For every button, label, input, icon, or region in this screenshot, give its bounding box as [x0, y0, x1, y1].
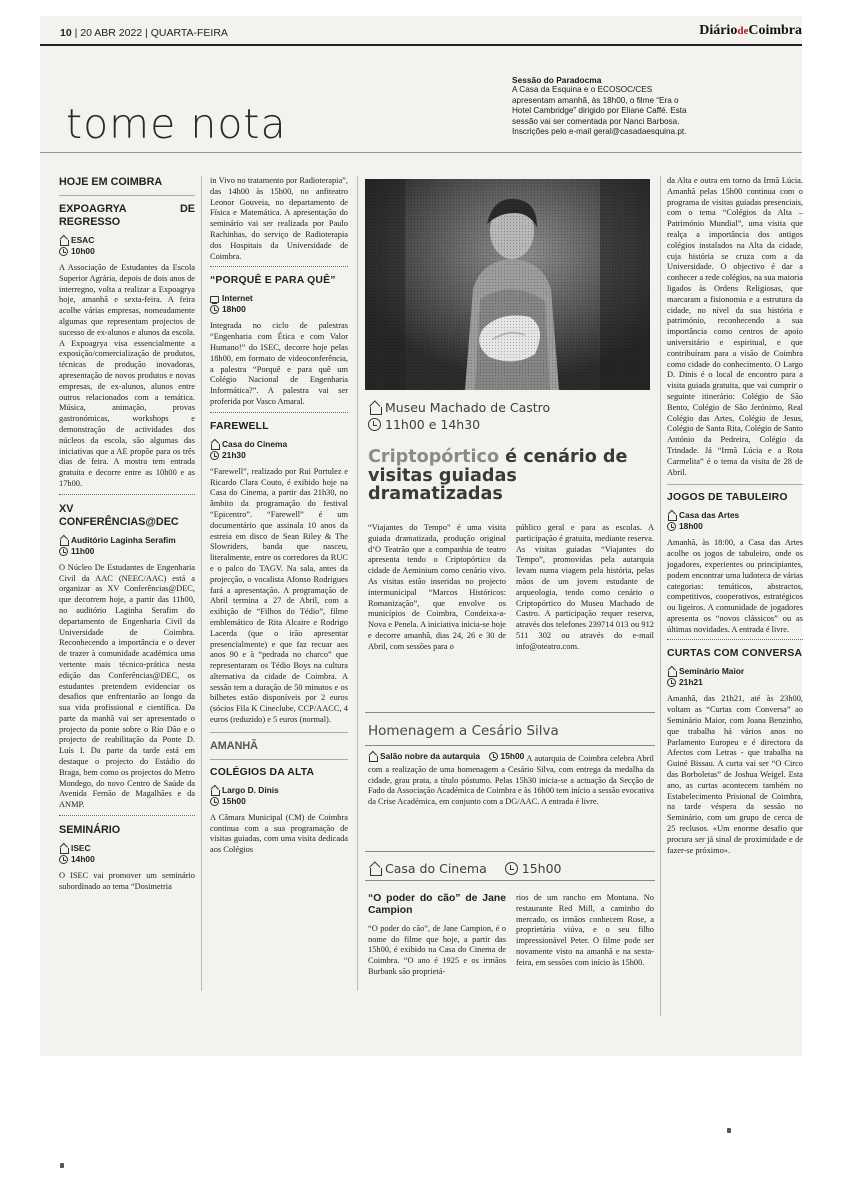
event-place: ISEC	[59, 843, 195, 854]
feature-photo	[365, 179, 650, 390]
clock-icon	[59, 855, 68, 864]
feature-place: Museu Machado de Castro	[368, 399, 550, 416]
running-header: 10 | 20 ABR 2022 | QUARTA-FEIRA	[60, 27, 228, 39]
event-place: Seminário Maior	[667, 666, 803, 677]
house-icon	[368, 752, 377, 761]
section-kicker-amanha: AMANHÃ	[210, 739, 258, 752]
column-5	[667, 176, 803, 856]
event-place: Internet	[210, 293, 348, 304]
house-icon	[667, 667, 676, 676]
clock-icon	[368, 418, 381, 431]
feature-body-left: “Viajantes do Tempo” é uma visita guiada dramatizada, produção original d’O Teatrão que a companhia de teatro apresenta tendo o Criptopórtico da cidade de Aeminium como cenário vivo. As visitas estão inseridas no projecto intermunicipal “Marcos Históricos: Romanização”, que envolve os municípios de Coimbra, Condeixa-a-Nova e Penela. A iniciativa inicia-se hoje e decorre amanhã, dias 24, 26 e 30 de Abril, com sessões para o	[368, 523, 506, 651]
section-kicker: HOJE EM COIMBRA	[59, 176, 163, 188]
house-icon	[210, 440, 219, 449]
column-1	[59, 176, 195, 893]
event-body: da Alta e outra em torno da Irmã Lúcia. Amanhã pelas 15h00 continua com o programa de visitas guiadas presenciais, com o tema “Colégios da Alta – Património Mundial”, uma visita que realça a importância dos antigos colégios instalados na Alta da cidade, cuja história se cruza com a da Universidade. O objectivo é dar a conhecer a rede colégios, na sua maioria ligados às Ordens Religiosas, que marcaram a fisionomia e a estrutura da cidade, no nível da sua história e património, reconhecendo a sua importância como centros de apoio universitário e espiritual, e que contribuíram para a visão de Coimbra como cidade do conhecimento. O Largo D. Dinis é o local de encontro para a visita guiada gratuita, que vai cumprir o seguinte itinerário: Colégio de São Bento, Colégio de São Jerónimo, Real Colégio das Artes, Colégio de Jesus, Colégio de Santa Rita, Colégio de Santo António da Pedreira, Colégio da Trindade. Já “Irmã Lúcia e a Rota Carmelita” é o tema da visita de 28 de Abril.	[667, 176, 803, 477]
rule	[365, 880, 655, 881]
event-body: “Farewell”, realizado por Rui Portulez e Ricardo Clara Couto, é exibido hoje na Casa do Cinema, a partir das 21h30, no âmbito da programação do festival “Epicentro”. “Farewell” é um documentário que assinala 10 anos da estreia em disco de Sean Riley & The Slowriders, banda que nasceu, literalmente, entre os corredores da RUC e o palco do TAGV. Na sala, antes da projecção, o vocalista Afonso Rodrigues fará a apresentação. A programação de Abril termina a 27 de Abril, com a exibição de “Filhos do Tédio”, filme emblemático de Rita Alcaire e Rodrigo Lacerda (que o irão apresentar presencialmente) e que faz recuar aos anos 90 e à “pedrada no charco” que representaram os Tédio Boys na cultura alternativa da cidade de Coimbra. A sessão tem a duração de 50 minutos e os bilhetes estão disponíveis por 2 euros (sócios Fila K Cineclube, CCP/AACC, 4 euros (reduzido) e 5 euros (normal).	[210, 466, 348, 725]
event-place: Casa das Artes	[667, 510, 803, 521]
clock-icon	[59, 547, 68, 556]
clock-icon	[210, 305, 219, 314]
event-time: 15h00	[210, 796, 348, 807]
rule	[365, 851, 655, 852]
clock-icon	[59, 247, 68, 256]
clock-icon	[505, 862, 518, 875]
event-place: Auditório Laginha Serafim	[59, 535, 195, 546]
house-icon	[210, 786, 219, 795]
clock-icon	[667, 522, 676, 531]
house-icon	[368, 401, 381, 414]
column-divider	[660, 176, 661, 1016]
house-icon	[59, 844, 68, 853]
rule	[365, 712, 655, 713]
cinema-body-right: rios de um rancho em Montana. No restaurante Red Mill, a caminho do mercado, os irmãos conhecem Rose, a proprietária viúva, e o seu filho impressionável Peter. O filme pode ser novamente visto na amanhã e na sexta-feira, em sessões com início às 15h00.	[516, 893, 654, 967]
event-title-seminario: SEMINÁRIO	[59, 824, 121, 837]
house-icon	[667, 511, 676, 520]
section-title: tome nota	[66, 100, 287, 148]
event-title-jogos: JOGOS DE TABULEIRO	[667, 492, 788, 504]
event-body: Amanhã, às 18:00, a Casa das Artes acolhe os jogos de tabuleiro, onde os jogadores, experientes ou principiantes, podem encontrar uma ludoteca de várias categorias: temáticos, abstractos, competitivos, cooperativos, estratégicos ou ligeiros. A comunidade de jogadores apresenta os “novos clássicos” ou as últimas novidades. A entrada é livre.	[667, 538, 803, 634]
feature-headline: Criptopórtico é cenário de visitas guiadas dramatizadas	[368, 447, 628, 505]
scan-speck	[727, 1128, 731, 1133]
homenagem-title: Homenagem a Cesário Silva	[368, 723, 559, 739]
event-title-farewell: FAREWELL	[210, 420, 269, 432]
event-time: 18h00	[667, 521, 803, 532]
paradocma-title: Sessão do Paradocma	[512, 75, 602, 85]
event-body: Integrada no ciclo de palestras “Engenharia com Ética e com Valor Humano!” do ISEC, decorre hoje pelas 18h00, em formato de videoconferência, a palestra “Porquê e para quê um Colégio Nacional de Engenharia Informática?”. A palestra vai ser proferida por Vasco Amaral.	[210, 321, 348, 406]
event-time: 14h00	[59, 854, 195, 865]
event-title-curtas: CURTAS COM CONVERSA	[667, 648, 803, 660]
event-place: Largo D. Dinis	[210, 785, 348, 796]
header-rule	[40, 44, 802, 46]
event-title-expoagrya: EXPOAGRYA DE REGRESSO	[59, 203, 195, 228]
homenagem-text: A autarquia de Coimbra celebra Abril com a realização de uma homenagem a Cesário Silva, com entrega da medalha da cidade, grau prata, a título póstumo. Pelas 15h30 inicia-se a actuação da Secção de Fado da Associação Académica de Coimbra e às 16h00 tem início a sessão evocativa da Crise Académica, em conjunto com a DG/AAC. A entrada é livre.	[368, 754, 655, 807]
event-title-colegios: COLÉGIOS DA ALTA	[210, 766, 315, 778]
paradocma-text: A Casa da Esquina e o ECOSOC/CES apresentam amanhã, às 18h00, o filme “Era o Hotel Cambridge” dirigido por Eliane Caffé. Esta sessão vai ser comentada por Nanci Barbosa. Inscrições pelo e-mail geral@casadaesquina.pt.	[512, 85, 687, 137]
event-time: 10h00	[59, 246, 195, 257]
column-2	[210, 176, 348, 856]
event-time: 21h30	[210, 450, 348, 461]
column-divider	[201, 176, 202, 991]
event-place: ESAC	[59, 235, 195, 246]
paradocma-box	[512, 75, 692, 137]
event-body: O ISEC vai promover um seminário subordinado ao tema “Dosimetria	[59, 871, 195, 891]
clock-icon	[210, 797, 219, 806]
feature-body-right: público geral e para as escolas. A participação é gratuita, mediante reserva. As visitas guiadas “Viajantes do Tempo”, promovidas pela autarquia levam numa viagem pela história, pelas mãos de um jovem estudante de arqueologia, tendo como cenário o Criptopórtico do Museu Machado de Castro. A participação requer reserva, através dos telefones 239714 013 ou 912 511 302 ou através do e-mail info@oteatro.com.	[516, 523, 654, 651]
clock-icon	[489, 752, 498, 761]
homenagem-time: 15h00	[489, 751, 525, 762]
rule	[365, 745, 655, 746]
cinema-title: “O poder do cão” de Jane Campion	[368, 893, 506, 917]
event-body: A Câmara Municipal (CM) de Coimbra continua com a sua programação de visitas guiadas, com uma visita dedicada aos Colégios	[210, 812, 348, 855]
event-title-conferencias: XV CONFERÊNCIAS@DEC	[59, 502, 179, 528]
scan-speck	[60, 1163, 64, 1168]
event-title-porque: “PORQUÊ E PARA QUÊ”	[210, 275, 336, 287]
house-icon	[368, 862, 381, 875]
homenagem-place: Salão nobre da autarquia	[368, 751, 480, 762]
section-rule	[40, 152, 802, 153]
masthead-logo: DiáriodeCoimbra	[699, 23, 802, 38]
column-divider	[357, 176, 358, 991]
event-body: in Vivo no tratamento por Radioterapia”, das 14h00 às 15h00, no anfiteatro Leonor Gouveia, no departamento de Física e Matemática. A apresentação do seminário vai ser realizada por Paulo Rachinhas, do serviço de Radioterapia dos Hospitais da Universidade de Coimbra.	[210, 176, 348, 261]
clock-icon	[210, 451, 219, 460]
homenagem-body	[368, 751, 654, 808]
event-place: Casa do Cinema	[210, 439, 348, 450]
cinema-text: “O poder do cão”, de Jane Campion, é o nome do filme que hoje, a partir das 15h00, é exibido na Casa do Cinema de Coimbra. “O ano é 1925 e os irmãos Burbank são proprietá-	[368, 923, 506, 976]
cinema-meta: Casa do Cinema 15h00	[368, 861, 561, 876]
cinema-body-left	[368, 893, 506, 978]
feature-meta	[368, 399, 550, 433]
feature-time: 11h00 e 14h30	[368, 416, 550, 433]
screen-icon	[210, 296, 219, 303]
clock-icon	[667, 678, 676, 687]
event-body: Amanhã, das 21h21, até às 23h00, voltam as “Curtas com Conversa” ao Seminário Maior, com Joana Benzinho, que trabalha há vários anos no Parlamento Europeu e é directora da Afectos com Letras - que trabalha na Guiné Bissau. A curta vai ser “O Circo das Borboletas” de Joshua Weigel. Esta ano, as curtas acontecem também no Estabelecimento Prisional de Coimbra, na tarde véspera da sessão no Seminário, com um grupo de cerca de 25 reclusos. «Um enorme desafio que procura ser já sinal de proximidade e de fazer-se próximo».	[667, 694, 803, 855]
event-body: A Associação de Estudantes da Escola Superior Agrária, depois de dois anos de interregno, volta a realizar a Expoagrya hoje, amanhã e sexta-feira. A feira acolhe várias empresas, nomeadamente algumas que representam projectos de sucesso de ex-alunos e alunos da escola. A Expoagrya visa essencialmente a exposição/comercialização de produtos, técnicas de produção inovadoras, apresentação de novos produtos e novas empresas, de ex-alunos, alunos entre outros relacionados com a temática. Música, animação, provas gastronómicas, workshops e demonstração de actividades dos núcleos da escola, são algumas das iniciativas que a AE propõe para os três dias de feira. A mostra tem entrada gratuita e decorre entre as 10h00 e as 17h00.	[59, 263, 195, 488]
house-icon	[59, 536, 68, 545]
event-body: O Núcleo De Estudantes de Engenharia Civil da AAC (NEEC/AAC) está a organizar as XV Conferências@DEC, que decorrem hoje, a partir das 11h00, no auditório Laginha Serafim do departamento de Engenharia Civil da Universidade de Coimbra. Reconhecendo a importância e o dever de trazer à comunidade académica uma vertente mais técnico-prática nesta edição das Conferências@DEC, os estudantes pretendem evidenciar os desafios que enfrentarão ao longo da sua vida profissional e científica. Da parte da manhã vai ser apresentado o projecto da ponte sobre o Rio Dão e o projecto de reabilitação da Ponte D. Luís I. Da parte da tarde está em destaque o projecto do Estádio do Braga, bem como os projectos do Metro Mondego, do novo Centro de Saúde da Avenida Fernão de Magalhães e da ANMP.	[59, 562, 195, 810]
house-icon	[59, 236, 68, 245]
event-time: 11h00	[59, 546, 195, 557]
event-time: 21h21	[667, 677, 803, 688]
event-time: 18h00	[210, 304, 348, 315]
